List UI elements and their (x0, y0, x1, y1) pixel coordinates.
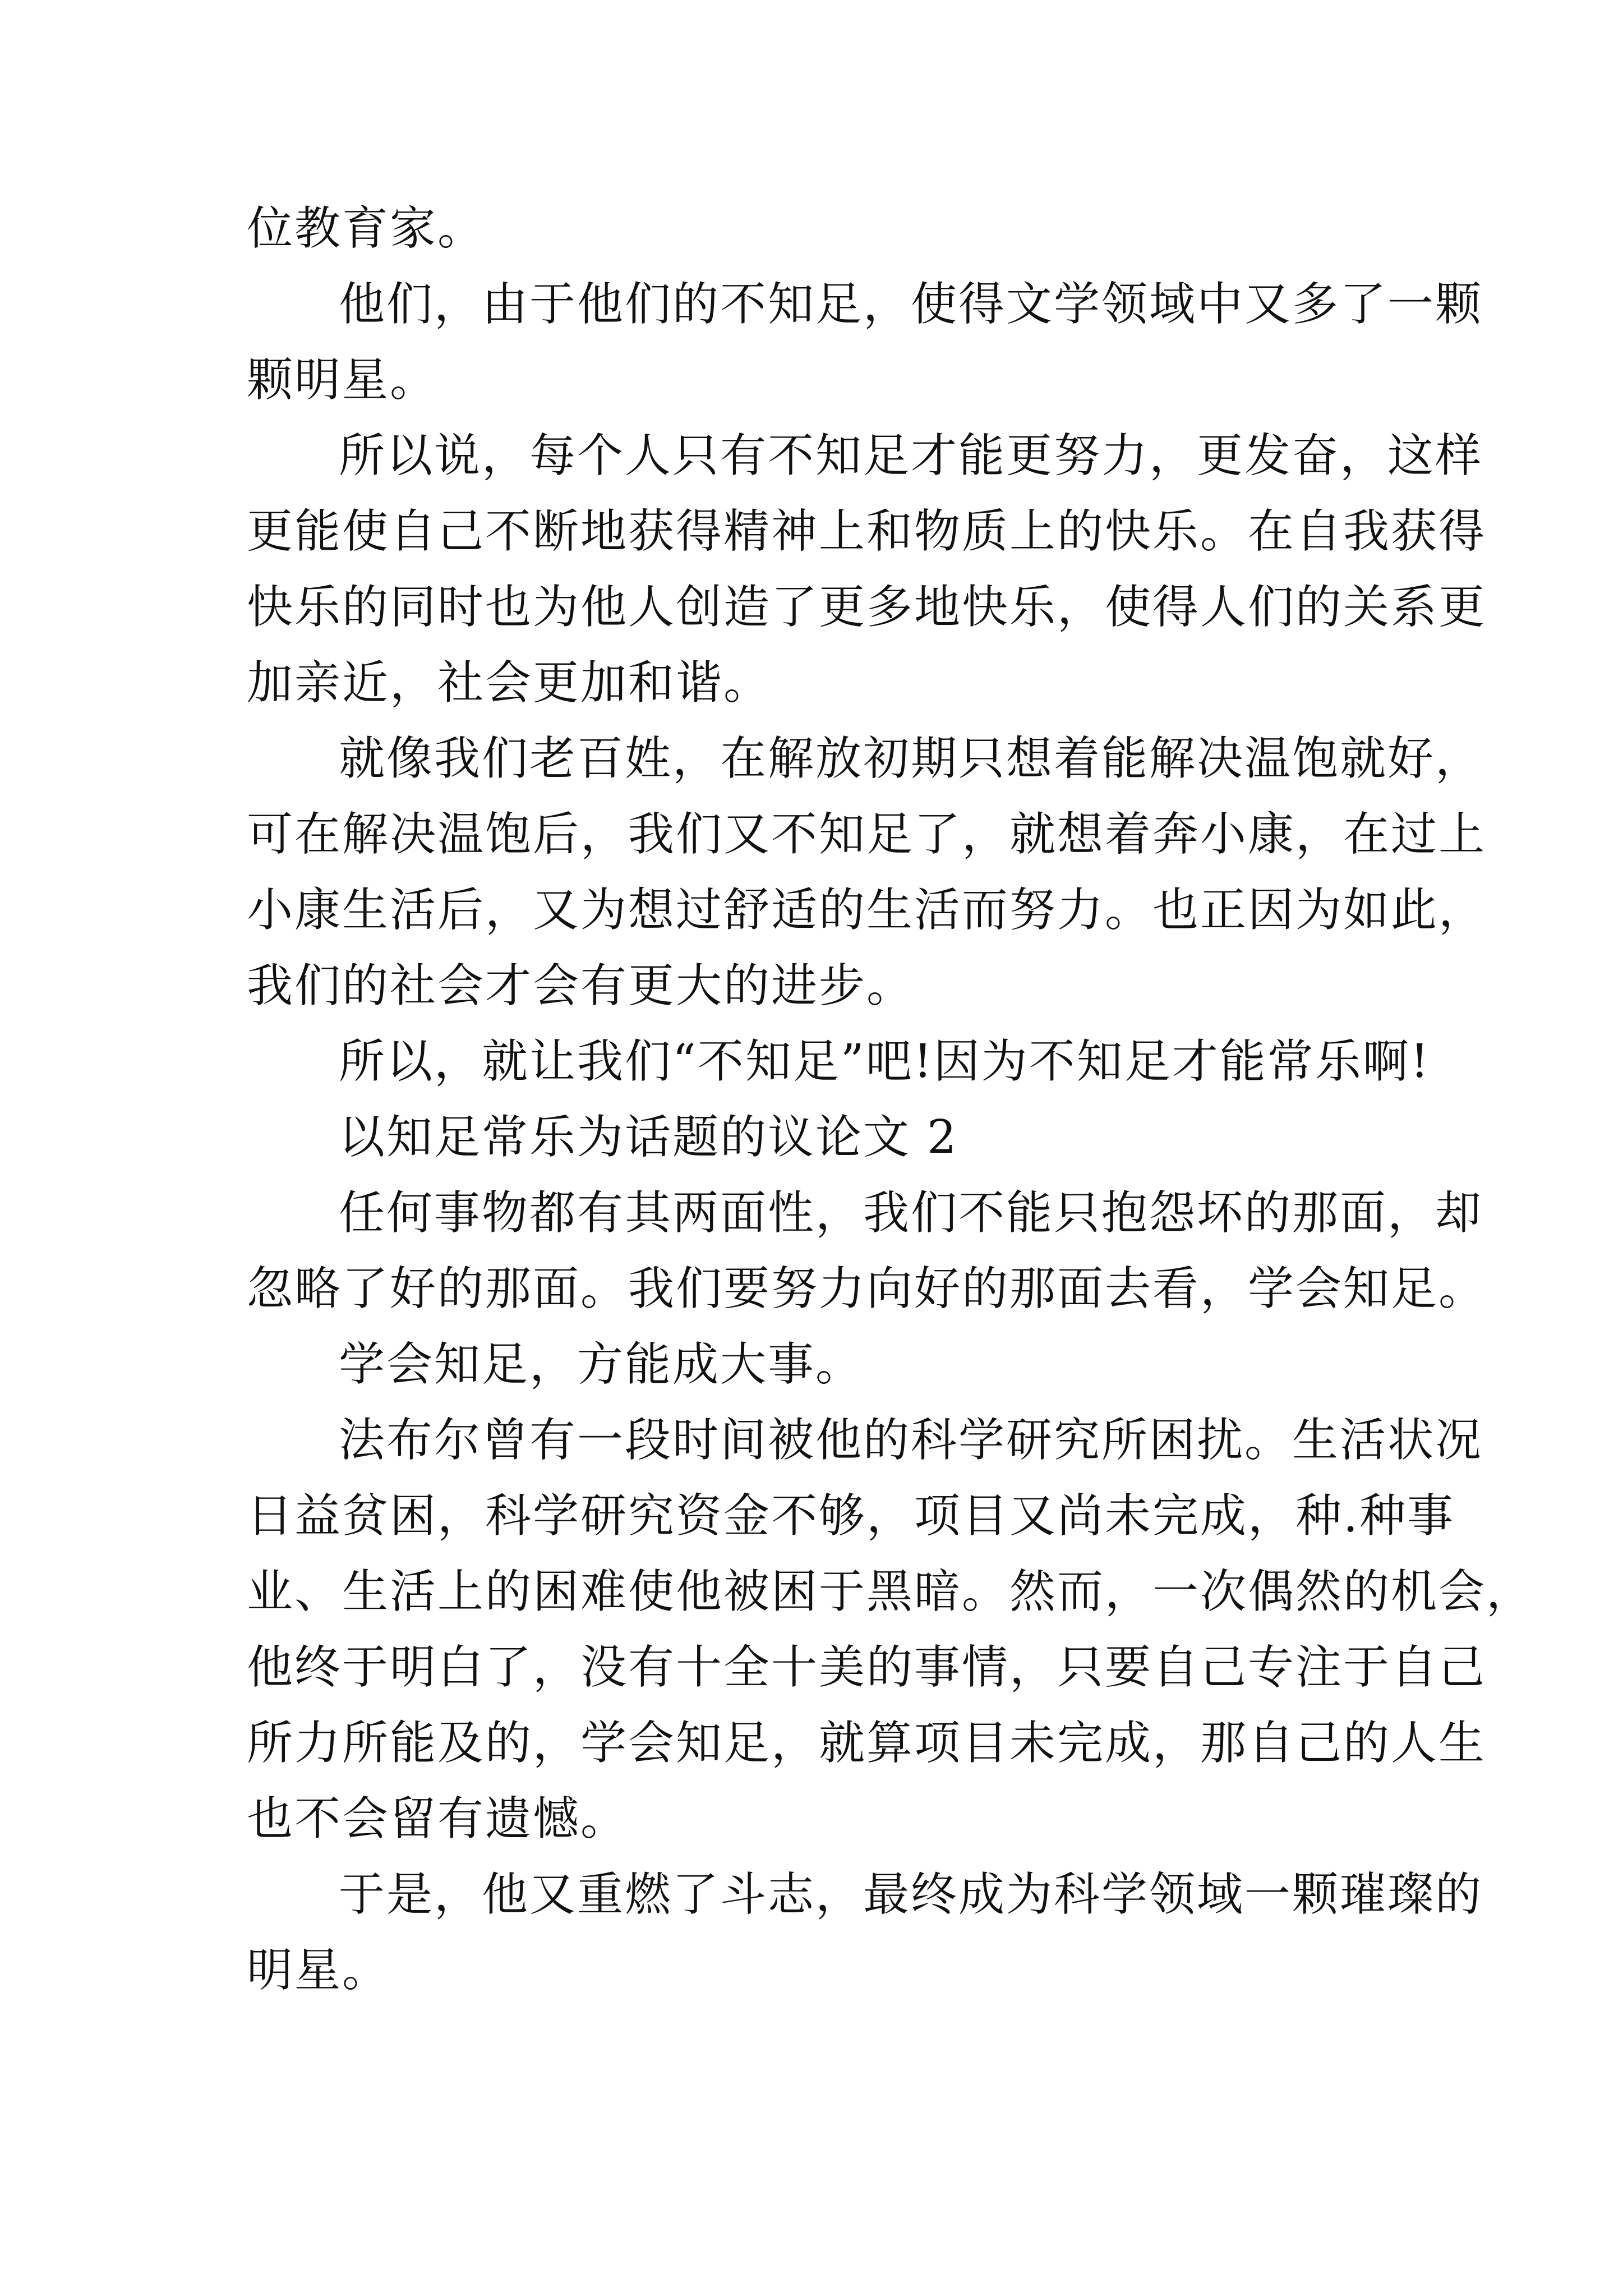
text-line: 快乐的同时也为他人创造了更多地快乐，使得人们的关系更 (247, 581, 1487, 634)
text-line: 更能使自己不断地获得精神上和物质上的快乐。在自我获得 (247, 505, 1487, 558)
paragraph-8 (247, 1327, 1376, 1402)
text-line: 小康生活后，又为想过舒适的生活而努力。也正因为如此， (247, 884, 1487, 937)
paragraph-3 (247, 418, 1487, 721)
text-line: 明星。 (247, 1944, 390, 1997)
text-line: 我们的社会才会有更大的进步。 (247, 959, 915, 1013)
essay-body (247, 191, 1534, 2008)
text-line: 所以说，每个人只有不知足才能更努力，更发奋，这样 (339, 429, 1483, 482)
text-line: 颗明星。 (247, 353, 438, 407)
paragraph-10 (247, 1857, 1483, 2008)
text-line: 法布尔曾有一段时间被他的科学研究所困扰。生活状况 (339, 1414, 1483, 1467)
text-line: 他们，由于他们的不知足，使得文学领域中又多了一颗 (339, 278, 1483, 331)
text-line: 所以，就让我们“不知足”吧!因为不知足才能常乐啊! (339, 1035, 1431, 1088)
paragraph-7 (247, 1175, 1487, 1327)
text-line: 忽略了好的那面。我们要努力向好的那面去看，学会知足。 (247, 1262, 1487, 1315)
text-line: 以知足常乐为话题的议论文 2 (339, 1111, 958, 1164)
text-line: 学会知足，方能成大事。 (339, 1338, 864, 1391)
text-line: 可在解决温饱后，我们又不知足了，就想着奔小康，在过上 (247, 808, 1487, 861)
paragraph-1 (247, 191, 1376, 266)
text-line: 也不会留有遗憾。 (247, 1792, 629, 1846)
essay-subtitle (247, 1099, 1376, 1175)
text-line: 他终于明白了，没有十全十美的事情，只要自己专注于自己 (247, 1641, 1487, 1694)
text-line: 位教育家。 (247, 202, 486, 255)
text-line: 业、生活上的困难使他被困于黑暗。然而，一次偶然的机会， (247, 1565, 1534, 1618)
text-line: 任何事物都有其两面性，我们不能只抱怨坏的那面，却 (339, 1186, 1483, 1240)
paragraph-5 (247, 1024, 1431, 1099)
text-line: 于是，他又重燃了斗志，最终成为科学领域一颗璀璨的 (339, 1868, 1483, 1921)
text-line: 日益贫困，科学研究资金不够，项目又尚未完成，种.种事 (247, 1489, 1455, 1543)
text-line: 加亲近，社会更加和谐。 (247, 656, 772, 710)
paragraph-9 (247, 1402, 1534, 1857)
paragraph-4 (247, 721, 1487, 1024)
paragraph-2 (247, 266, 1483, 418)
text-line: 所力所能及的，学会知足，就算项目未完成，那自己的人生 (247, 1717, 1487, 1770)
text-line: 就像我们老百姓，在解放初期只想着能解决温饱就好， (339, 732, 1483, 785)
